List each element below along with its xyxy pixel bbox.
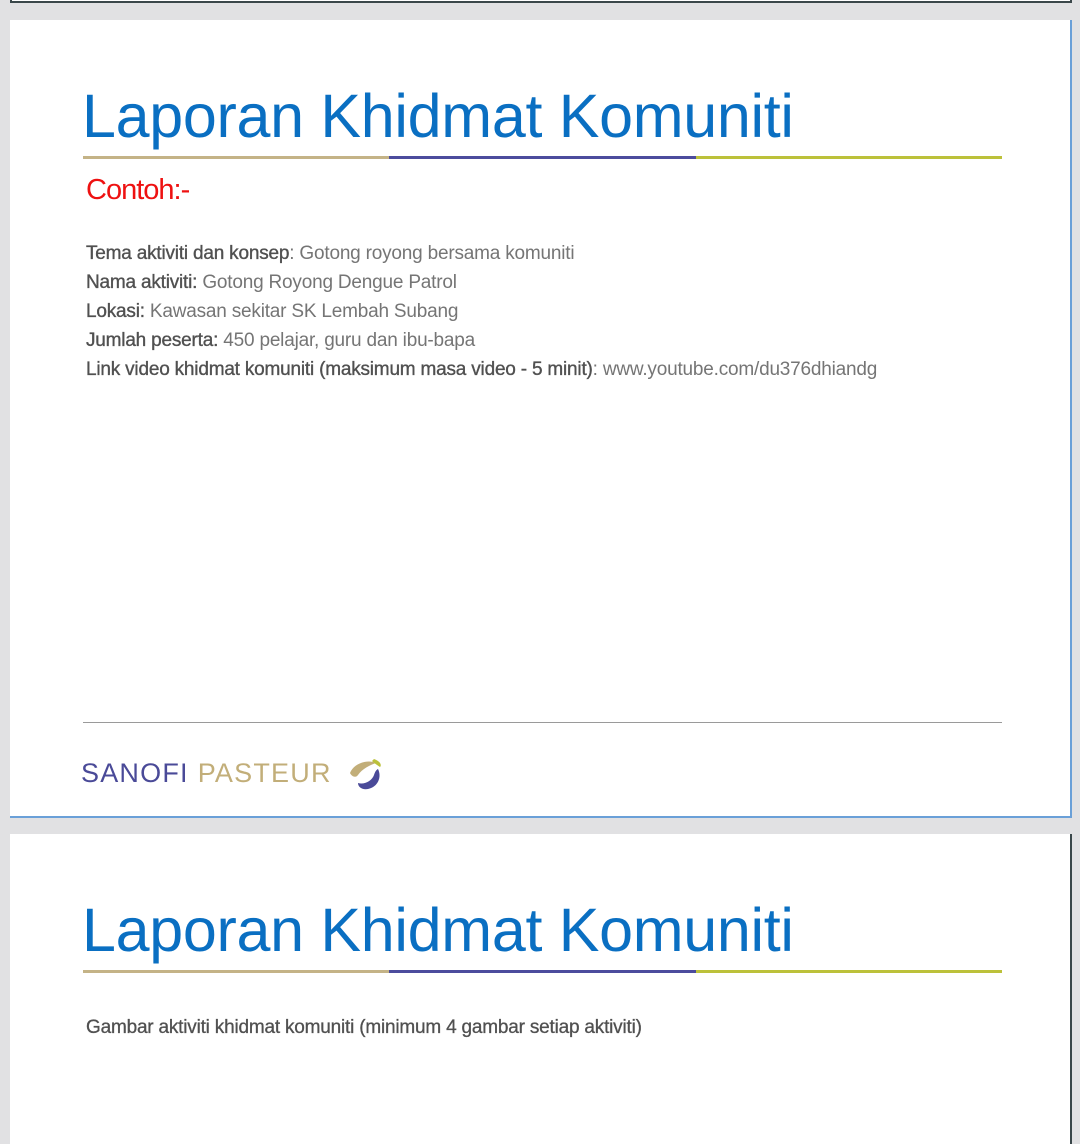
info-row-location [86, 297, 877, 326]
title-divider [83, 156, 1002, 159]
info-label: Lokasi: [86, 301, 145, 322]
sanofi-swirl-icon [344, 753, 386, 793]
title-divider-segment [696, 970, 1002, 973]
info-value: 450 pelajar, guru dan ibu-bapa [218, 330, 476, 351]
previous-slide-edge [10, 0, 1072, 3]
sanofi-pasteur-logo [81, 753, 386, 793]
info-value: Gotong Royong Dengue Patrol [197, 272, 457, 293]
info-value: : Gotong royong bersama komuniti [289, 243, 575, 264]
info-row-participants [86, 326, 877, 355]
info-row-activity-name [86, 268, 877, 297]
info-row-theme [86, 239, 877, 268]
info-row-video-link [86, 355, 877, 384]
activity-info-list [86, 239, 877, 384]
info-label: Nama aktiviti: [86, 272, 198, 293]
gallery-instruction: Gambar aktiviti khidmat komuniti (minimum 4 gambar setiap aktiviti) [86, 1017, 642, 1038]
slide-title: Laporan Khidmat Komuniti [82, 896, 794, 964]
logo-word-pasteur: PASTEUR [197, 757, 332, 788]
title-divider-segment [83, 156, 389, 159]
info-value: : www.youtube.com/du376dhiandg [592, 359, 878, 380]
slide-1[interactable] [10, 20, 1072, 818]
info-label: Jumlah peserta: [86, 330, 219, 351]
example-label: Contoh:- [86, 174, 190, 206]
slide-2[interactable] [10, 834, 1072, 1144]
footer-divider [83, 722, 1002, 723]
info-value: Kawasan sekitar SK Lembah Subang [144, 301, 459, 322]
logo-word-sanofi: SANOFI [81, 757, 189, 788]
info-label: Link video khidmat komuniti (maksimum masa video - 5 minit) [86, 359, 593, 380]
slide-title: Laporan Khidmat Komuniti [82, 82, 794, 150]
title-divider-segment [83, 970, 389, 973]
title-divider [83, 970, 1002, 973]
title-divider-segment [389, 970, 695, 973]
info-label: Tema aktiviti dan konsep [86, 243, 290, 264]
title-divider-segment [389, 156, 695, 159]
title-divider-segment [696, 156, 1002, 159]
